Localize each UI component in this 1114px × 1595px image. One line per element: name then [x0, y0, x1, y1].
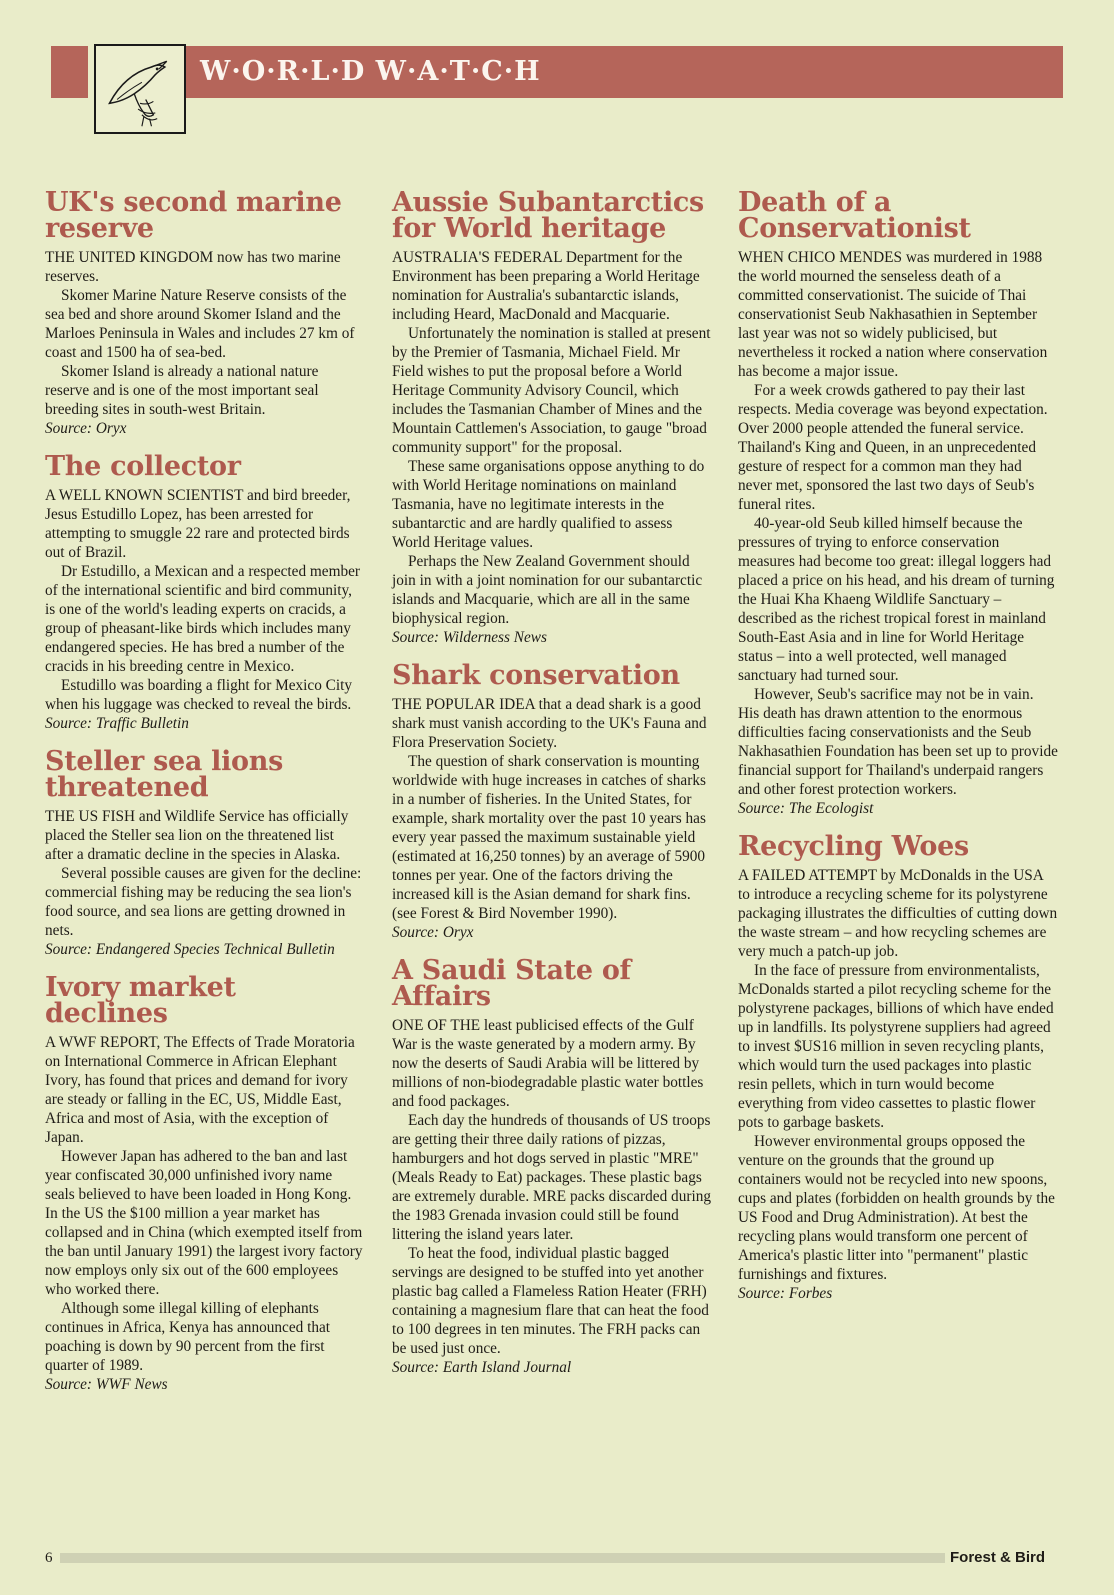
article [738, 831, 1058, 1303]
article-paragraph: However Japan has adhered to the ban and last year confiscated 30,000 unfinished ivory name seals believed to have been loaded in Hong Kong. In the US the $100 million a year market has collapsed and in China (which exempted itself from the ban until January 1991) the largest ivory factory now employs only six out of the 600 employees who worked there. [45, 1148, 363, 1298]
article-paragraph: Each day the hundreds of thousands of US troops are getting their three daily rations of pizzas, hamburgers and hot dogs served in plastic "MRE" (Meals Ready to Eat) packages. These plastic bags are extremely durable. MRE packs discarded during the 1983 Grenada invasion could still be found littering the island years later. [392, 1112, 711, 1243]
article [392, 955, 712, 1377]
article-paragraph: THE UNITED KINGDOM now has two marine reserves. [45, 249, 341, 285]
article [738, 187, 1058, 818]
article-paragraph: A WELL KNOWN SCIENTIST and bird breeder, Jesus Estudillo Lopez, has been arrested for attempting to smuggle 22 rare and protected birds out of Brazil. [45, 487, 351, 561]
article-paragraph: A FAILED ATTEMPT by McDonalds in the USA to introduce a recycling scheme for its polystyrene packaging illustrates the difficulties of cutting down the waste stream – and how recycling schemes are very much a patch-up job. [738, 867, 1058, 960]
footer-rule [60, 1553, 945, 1563]
article-paragraph: AUSTRALIA'S FEDERAL Department for the Environment has been preparing a World Heritage nomination for Australia's subantarctic islands, including Heard, MacDonald and Macquarie. [392, 249, 700, 323]
article-source: Source: Earth Island Journal [392, 1359, 572, 1376]
article-paragraph: Estudillo was boarding a flight for Mexico City when his luggage was checked to reveal the birds. [45, 677, 353, 713]
article-paragraph: Although some illegal killing of elephants continues in Africa, Kenya has announced that poaching is down by 90 percent from the first quarter of 1989. [45, 1300, 331, 1374]
article-headline: The collector [45, 451, 241, 482]
article-source: Source: Endangered Species Technical Bulletin [45, 941, 335, 958]
bird-icon [96, 46, 184, 132]
article-paragraph: WHEN CHICO MENDES was murdered in 1988 the world mourned the senseless death of a committed conservationist. The suicide of Thai conservationist Seub Nakhasathien in September last year was not so widely publicised, but nevertheless it rocked a nation where conservation has become a major issue. [738, 249, 1048, 380]
article [45, 746, 365, 959]
article-paragraph: Unfortunately the nomination is stalled at present by the Premier of Tasmania, Michael Field. Mr Field wishes to put the proposal before a World Heritage Community Advisory Council, which includes the Tasmanian Chamber of Mines and the Mountain Cattlemen's Association, to gauge "broad community support" for the proposal. [392, 325, 711, 456]
article-paragraph: 40-year-old Seub killed himself because the pressures of trying to enforce conservation measures had become too great: illegal loggers had placed a price on his head, and his dream of turning the Huai Kha Khaeng Wildlife Sanctuary – described as the richest tropical forest in mainland South-East Asia and in line for World Heritage status – into a well protected, well managed sanctuary had turned sour. [738, 515, 1055, 684]
article-source: Source: WWF News [45, 1376, 168, 1393]
article-source: Source: Forbes [738, 1285, 833, 1302]
article-paragraph: Skomer Marine Nature Reserve consists of the sea bed and shore around Skomer Island and the Marloes Peninsula in Wales and includes 27 km of coast and 1500 ha of sea-bed. [45, 287, 355, 361]
article-headline: Steller sea lions threatened [45, 746, 283, 803]
article-headline: Aussie Subantarctics for World heritage [392, 187, 704, 244]
page-number: 6 [45, 1550, 53, 1566]
article-paragraph: However, Seub's sacrifice may not be in vain. His death has drawn attention to the enormous difficulties facing conservationists and the Seub Nakhasathien Foundation has been set up to provide financial support for Thailand's underpaid rangers and other forest protection workers. [738, 686, 1058, 798]
article-headline: A Saudi State of Affairs [392, 955, 631, 1012]
bird-logo [94, 44, 186, 134]
article-headline: Shark conservation [392, 660, 680, 691]
column-1 [45, 187, 365, 1410]
article [392, 187, 712, 647]
article-headline: UK's second marine reserve [45, 187, 342, 244]
article-source: Source: Oryx [45, 420, 127, 437]
article-paragraph: Dr Estudillo, a Mexican and a respected member of the international scientific and bird community, is one of the world's leading experts on cracids, a group of pheasant-like birds which includes many endangered species. He has bred a number of the cracids in his breeding centre in Mexico. [45, 563, 361, 675]
article-paragraph: These same organisations oppose anything to do with World Heritage nominations on mainland Tasmania, have no legitimate interests in the subantarctic and are hardly qualified to assess World Heritage values. [392, 458, 705, 551]
article [392, 660, 712, 942]
article-paragraph: The question of shark conservation is mounting worldwide with huge increases in catches of sharks in a number of fisheries. In the United States, for example, shark mortality over the past 10 years has every year passed the maximum sustainable yield (estimated at 16,250 tonnes) by an average of 5900 tonnes per year. One of the factors driving the increased kill is the Asian demand for shark fins. (see Forest & Bird November 1990). [392, 753, 706, 922]
article-source: Source: Oryx [392, 924, 474, 941]
article [45, 187, 365, 438]
article-paragraph: THE POPULAR IDEA that a dead shark is a good shark must vanish according to the UK's Fauna and Flora Preservation Society. [392, 696, 707, 751]
column-2 [392, 187, 712, 1393]
article [45, 451, 365, 733]
article-paragraph: However environmental groups opposed the venture on the grounds that the ground up containers would not be recycled into new spoons, cups and plates (forbidden on health grounds by the US Food and Drug Administration). At best the recycling plans would transform one percent of America's plastic litter into "permanent" plastic furnishings and fixtures. [738, 1133, 1055, 1283]
article [45, 972, 365, 1394]
article-paragraph: In the face of pressure from environmentalists, McDonalds started a pilot recycling scheme for the polystyrene packages, billions of which have ended up in landfills. Its polystyrene suppliers had agreed to invest $US16 million in seven recycling plants, which would turn the used packages into plastic resin pellets, which in turn would become everything from video cassettes to plastic flower pots to garbage baskets. [738, 962, 1054, 1131]
article-paragraph: Skomer Island is already a national nature reserve and is one of the most important seal breeding sites in south-west Britain. [45, 363, 319, 418]
article-paragraph: To heat the food, individual plastic bagged servings are designed to be stuffed into yet another plastic bag called a Flameless Ration Heater (FRH) containing a magnesium flare that can heat the food to 100 degrees in ten minutes. The FRH packs can be used just once. [392, 1245, 709, 1357]
article-paragraph: THE US FISH and Wildlife Service has officially placed the Steller sea lion on the threatened list after a dramatic decline in the species in Alaska. [45, 808, 349, 863]
article-source: Source: Traffic Bulletin [45, 715, 189, 732]
article-source: Source: The Ecologist [738, 800, 874, 817]
article-paragraph: For a week crowds gathered to pay their last respects. Media coverage was beyond expectation. Over 2000 people attended the funeral service. Thailand's King and Queen, in an unprecedented gesture of respect for a common man they had never met, sponsored the last two days of Seub's funeral rites. [738, 382, 1048, 513]
article-headline: Recycling Woes [738, 831, 969, 862]
article-headline: Ivory market declines [45, 972, 236, 1029]
section-title: W·O·R·L·D W·A·T·C·H [200, 56, 541, 87]
column-3 [738, 187, 1058, 1319]
magazine-brand: Forest & Bird [950, 1549, 1046, 1566]
article-paragraph: ONE OF THE least publicised effects of the Gulf War is the waste generated by a modern army. By now the deserts of Saudi Arabia will be littered by millions of non-biodegradable plastic water bottles and food packages. [392, 1017, 704, 1110]
article-source: Source: Wilderness News [392, 629, 547, 646]
article-headline: Death of a Conservationist [738, 187, 971, 244]
article-paragraph: Several possible causes are given for the decline: commercial fishing may be reducing the sea lion's food source, and sea lions are getting drowned in nets. [45, 865, 362, 939]
article-paragraph: A WWF REPORT, The Effects of Trade Moratoria on International Commerce in African Elephant Ivory, has found that prices and demand for ivory are steady or falling in the EC, US, Middle East, Africa and most of Asia, with the exception of Japan. [45, 1034, 355, 1146]
article-paragraph: Perhaps the New Zealand Government should join in with a joint nomination for our subantarctic islands and Macquarie, which are all in the same biophysical region. [392, 553, 703, 627]
